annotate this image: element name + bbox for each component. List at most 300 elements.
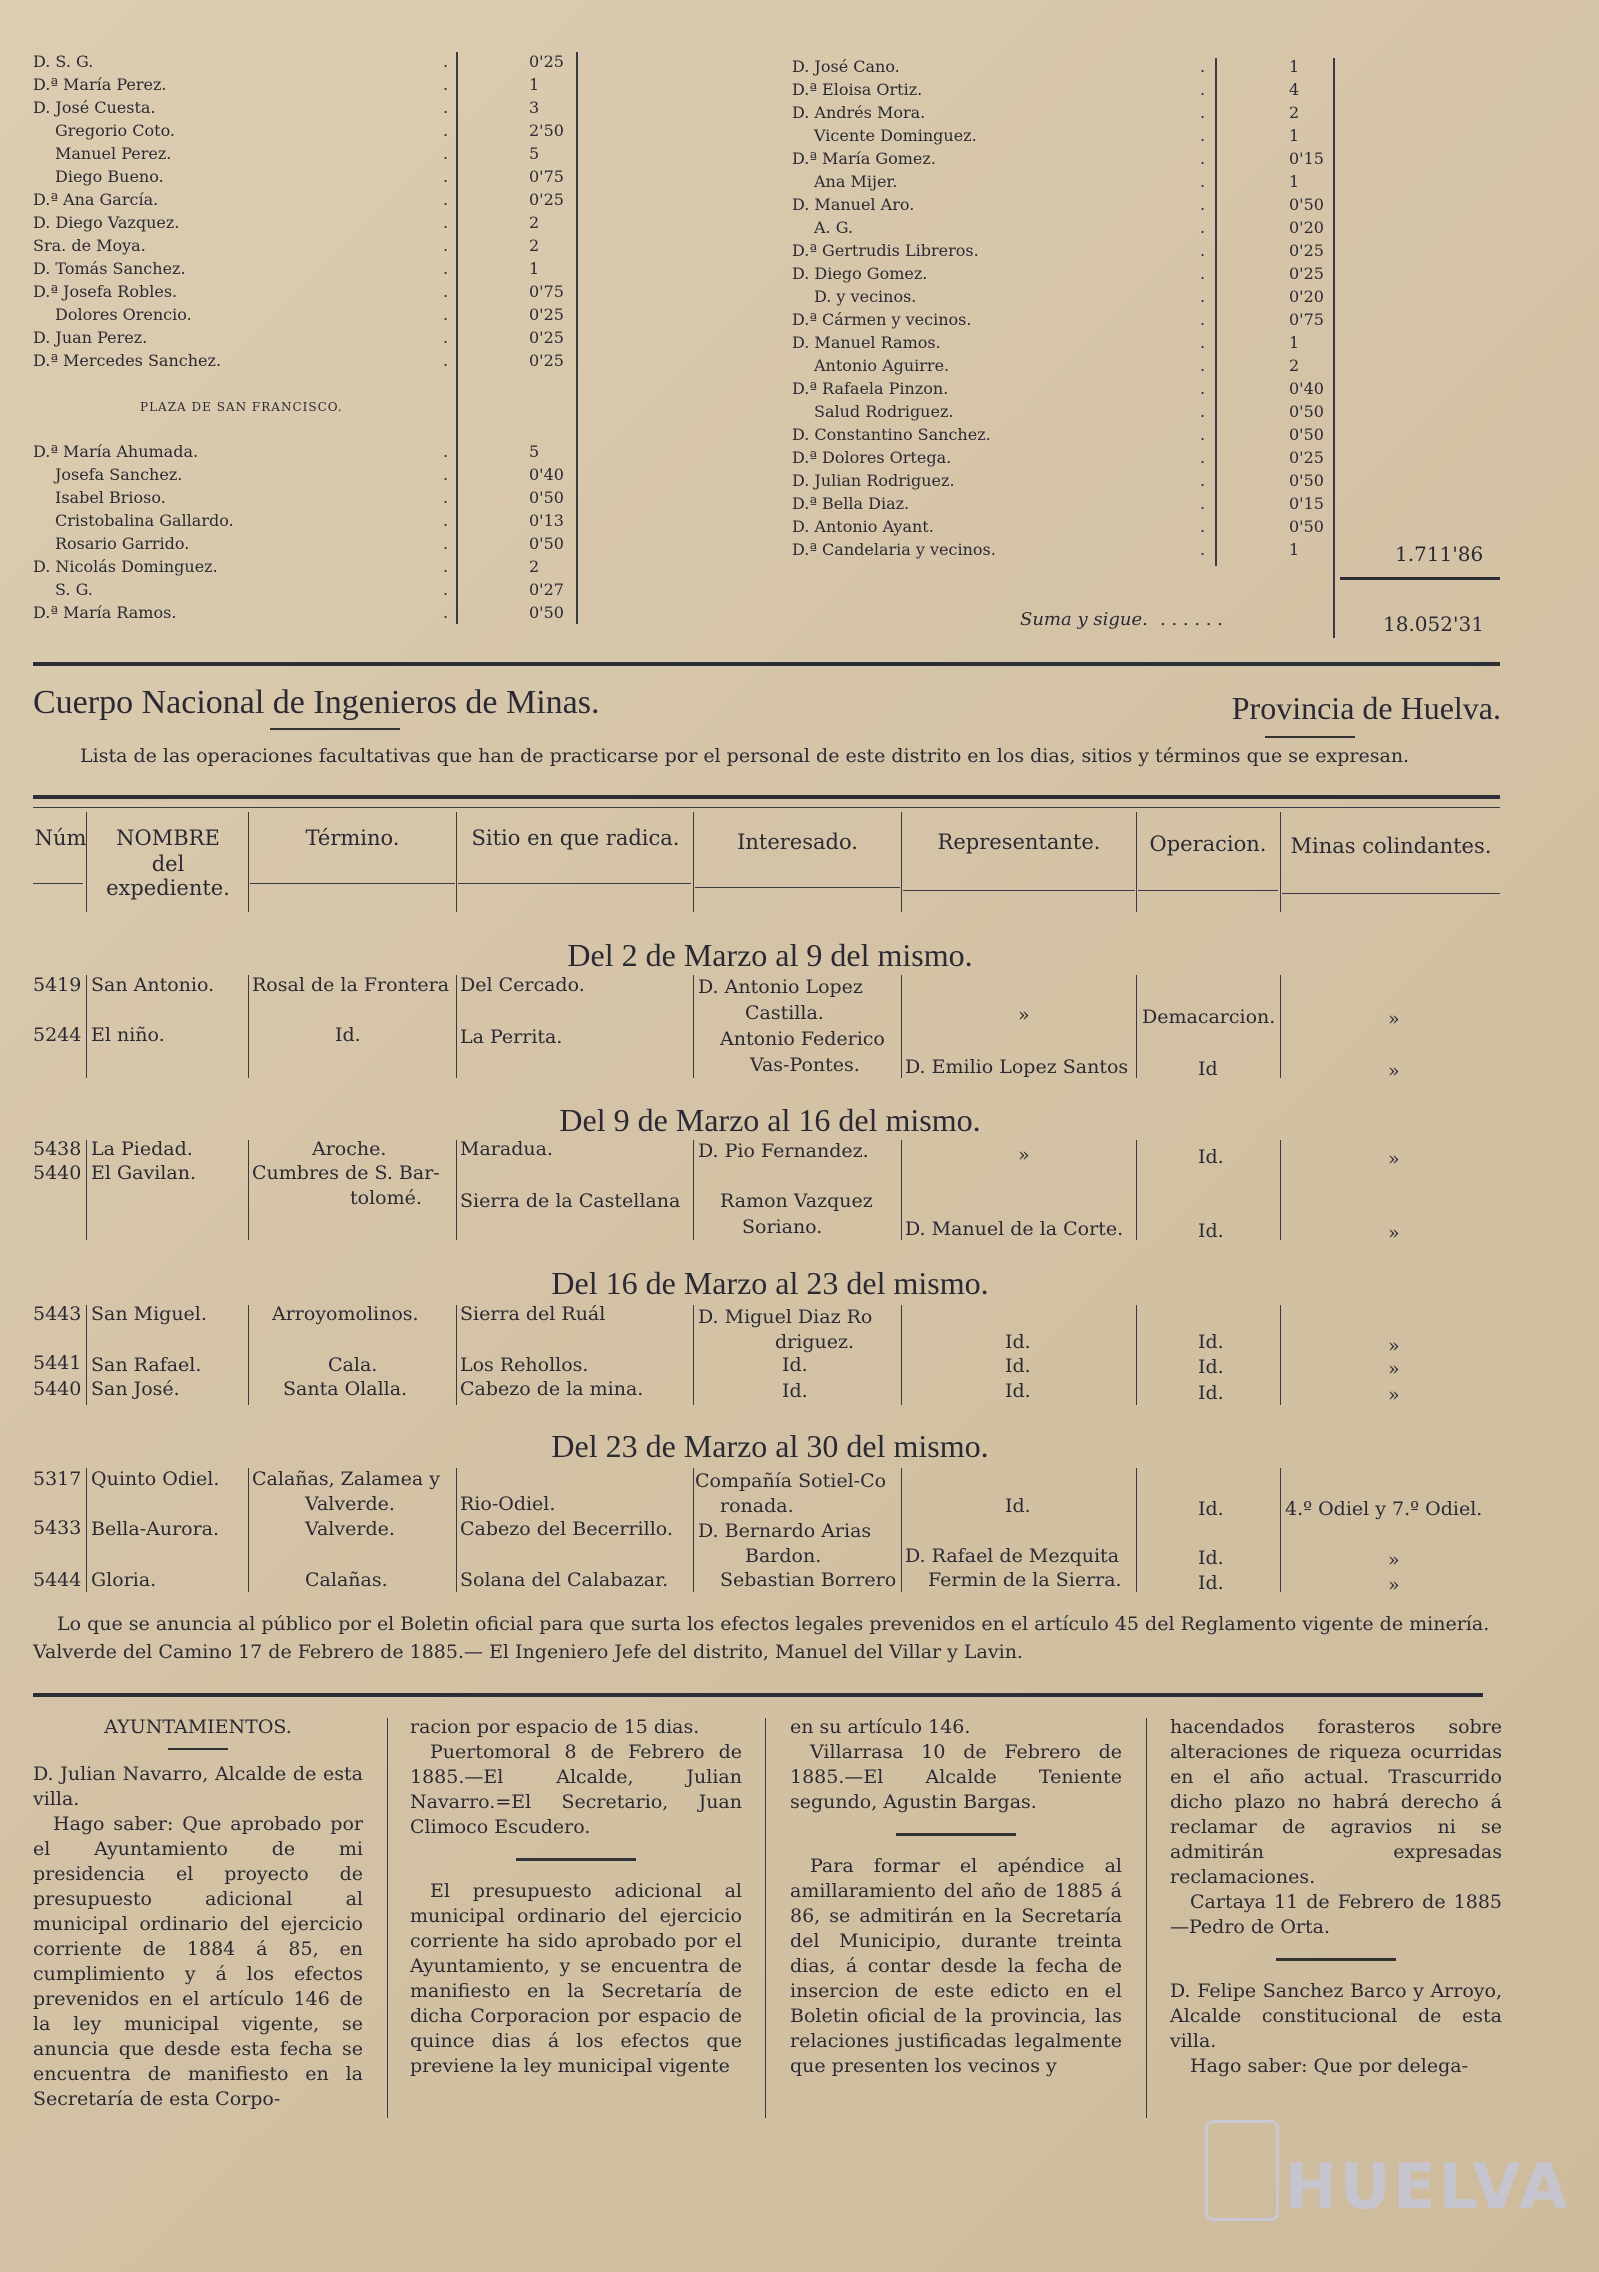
donor-name: D.ª María Ramos. (33, 603, 177, 622)
donor-name: Josefa Sanchez. (55, 465, 183, 484)
leader-dot: . (443, 465, 449, 484)
notice-text: Cartaya 11 de Febrero de 1885 —Pedro de Orta. (1170, 1891, 1502, 1938)
table-rule (1136, 1468, 1137, 1592)
row-interesado: Ramon Vazquez (720, 1190, 873, 1212)
leader-dot: . (1200, 195, 1206, 214)
row-representante: Id. (1005, 1380, 1031, 1402)
row-minas: » (1388, 1222, 1400, 1244)
row-operacion: Id. (1198, 1220, 1224, 1242)
donor-name: Manuel Perez. (55, 144, 172, 163)
donation-amount: 0'20 (1289, 218, 1324, 237)
row-sitio: Del Cercado. (460, 974, 585, 996)
donation-amount: 0'25 (529, 190, 564, 209)
leader-dot: . (443, 259, 449, 278)
column-rule (456, 52, 458, 624)
leader-dot: . (443, 442, 449, 461)
subtotal: 1.711'86 (1395, 542, 1484, 566)
table-rule (901, 812, 902, 912)
leader-dot: . (443, 236, 449, 255)
donation-list-left (33, 50, 593, 372)
donor-name: D. Manuel Aro. (792, 195, 915, 214)
leader-dot: . (1200, 103, 1206, 122)
header-underline (458, 883, 691, 884)
table-rule (248, 975, 249, 1078)
row-operacion: Id. (1198, 1572, 1224, 1594)
suma-total: 18.052'31 (1383, 612, 1484, 636)
notice-text: Para formar el apéndice al amillaramiento del año de 1885 á 86, se admitirán en la Secretaría del Municipio, durante treinta dias, á contar desde la fecha de insercion de este edicto en el Boletin oficial de la provincia, las relaciones justificadas legalmente que presenten los vecinos y (790, 1855, 1122, 2077)
list-row (33, 73, 593, 96)
donor-name: D. José Cuesta. (33, 98, 156, 117)
list-row (33, 142, 593, 165)
title-ornament (1265, 736, 1355, 738)
notice-text: Hago saber: Que por delega- (1190, 2055, 1469, 2077)
row-num: 5441 (33, 1352, 82, 1374)
table-rule (1136, 1140, 1137, 1240)
header-nombre-2: del expediente. (106, 852, 230, 900)
row-representante: D. Rafael de Mezquita (905, 1545, 1120, 1567)
period-heading: Del 9 de Marzo al 16 del mismo. (559, 1102, 981, 1138)
row-operacion: Id (1198, 1058, 1218, 1080)
donation-amount: 0'25 (529, 351, 564, 370)
table-rule (1280, 1140, 1281, 1240)
leader-dot: . (443, 534, 449, 553)
leader-dot: . (443, 75, 449, 94)
donation-amount: 2 (529, 236, 540, 255)
row-num: 5244 (33, 1024, 82, 1046)
donor-name: D. y vecinos. (814, 287, 917, 306)
leader-dot: . (1200, 218, 1206, 237)
donor-name: D.ª Mercedes Sanchez. (33, 351, 222, 370)
header-representante: Representante. (937, 830, 1101, 854)
list-row (792, 170, 1512, 193)
section-rule (33, 1693, 1483, 1697)
list-row (792, 492, 1512, 515)
donor-name: D.ª Josefa Robles. (33, 282, 178, 301)
leader-dot: . (443, 488, 449, 507)
row-sitio: Rio-Odiel. (460, 1493, 556, 1515)
row-termino: Rosal de la Frontera (252, 974, 450, 996)
donor-name: D.ª Ana García. (33, 190, 159, 209)
row-representante: D. Emilio Lopez Santos (905, 1056, 1129, 1078)
leader-dot: . (443, 167, 449, 186)
watermark-logo (1205, 2120, 1279, 2221)
separator (168, 1748, 228, 1750)
intro-text: Lista de las operaciones facultativas que han de practicarse por el personal de este distrito en los dias, sitios y términos que se expresan. (80, 745, 1410, 767)
table-rule (1280, 1305, 1281, 1405)
donation-amount: 0'50 (529, 603, 564, 622)
donation-amount: 0'50 (1289, 471, 1324, 490)
table-rule (901, 1468, 902, 1592)
header-operacion: Operacion. (1149, 832, 1267, 856)
notice-text: en su artículo 146. (790, 1716, 971, 1738)
table-rule (1280, 1468, 1281, 1592)
leader-dot: . (1200, 241, 1206, 260)
donation-amount: 1 (1289, 333, 1300, 352)
donation-amount: 0'15 (1289, 149, 1324, 168)
row-operacion: Id. (1198, 1146, 1224, 1168)
donor-name: D. Diego Vazquez. (33, 213, 180, 232)
row-minas: » (1388, 1008, 1400, 1030)
donation-amount: 2 (1289, 103, 1300, 122)
ayuntamientos-heading: AYUNTAMIENTOS. (104, 1716, 292, 1738)
row-interesado: D. Miguel Diaz Ro (698, 1306, 873, 1328)
donor-name: D. Diego Gomez. (792, 264, 928, 283)
leader-dot: . (1200, 494, 1206, 513)
separator (1276, 1958, 1396, 1961)
list-row (792, 308, 1512, 331)
leader-dot: . (443, 305, 449, 324)
row-interesado-2: Vas-Pontes. (750, 1054, 860, 1076)
table-rule (1136, 975, 1137, 1078)
row-representante: » (1018, 1004, 1030, 1026)
row-termino: Santa Olalla. (283, 1378, 408, 1400)
row-minas: » (1388, 1148, 1400, 1170)
row-termino: Calañas, Zalamea y (252, 1468, 440, 1490)
separator (896, 1833, 1016, 1836)
row-representante: » (1018, 1144, 1030, 1166)
donor-name: D.ª María Gomez. (792, 149, 936, 168)
row-nombre: El Gavilan. (91, 1162, 196, 1184)
row-operacion: Id. (1198, 1356, 1224, 1378)
row-minas: » (1388, 1549, 1400, 1571)
table-rule (248, 812, 249, 912)
row-interesado-2: driguez. (775, 1331, 855, 1353)
footer-notice: Lo que se anuncia al público por el Boletin oficial para que surta los efectos legales prevenidos en el artículo 45 del Reglamento vigente de minería. Valverde del Camino 17 de Febrero de 1885.— El Ingeniero Jefe del distrito, Manuel del Villar y Lavin. (33, 1613, 1490, 1663)
donor-name: D.ª Eloisa Ortiz. (792, 80, 923, 99)
list-row (33, 303, 593, 326)
row-minas: » (1388, 1358, 1400, 1380)
notice-text: racion por espacio de 15 dias. (410, 1716, 700, 1738)
row-interesado-2: Soriano. (742, 1216, 823, 1238)
list-row (792, 239, 1512, 262)
donation-amount: 0'25 (1289, 241, 1324, 260)
leader-dot: . (443, 580, 449, 599)
header-underline (250, 883, 455, 884)
table-rule (248, 1305, 249, 1405)
list-row (792, 285, 1512, 308)
list-row (792, 377, 1512, 400)
donor-name: Isabel Brioso. (55, 488, 166, 507)
table-rule (1280, 975, 1281, 1078)
header-minas: Minas colindantes. (1290, 834, 1492, 858)
list-row (33, 326, 593, 349)
leader-dot: . (1200, 172, 1206, 191)
list-row (33, 119, 593, 142)
header-underline (1282, 893, 1500, 894)
row-termino-2: Valverde. (305, 1493, 395, 1515)
row-interesado: Id. (782, 1354, 808, 1376)
row-operacion: Id. (1198, 1547, 1224, 1569)
list-row (33, 234, 593, 257)
header-interesado: Interesado. (737, 830, 858, 854)
row-operacion: Id. (1198, 1331, 1224, 1353)
donor-name: D. Julian Rodriguez. (792, 471, 955, 490)
table-rule (86, 1140, 87, 1240)
donation-amount: 0'50 (1289, 402, 1324, 421)
row-sitio: Cabezo de la mina. (460, 1378, 644, 1400)
row-representante: D. Manuel de la Corte. (905, 1218, 1124, 1240)
list-row (33, 578, 593, 601)
list-row (33, 440, 593, 463)
donation-amount: 1 (529, 259, 540, 278)
donation-amount: 1 (529, 75, 540, 94)
leader-dot: . (443, 213, 449, 232)
header-underline (903, 890, 1135, 891)
leader-dot: . (1200, 540, 1206, 559)
row-termino: Cala. (328, 1354, 378, 1376)
leader-dot: . (1200, 80, 1206, 99)
leader-dot: . (1200, 471, 1206, 490)
table-rule (901, 1140, 902, 1240)
list-row (33, 165, 593, 188)
subtotal-rule (1340, 577, 1500, 580)
suma-label: Suma y sigue. (1020, 609, 1148, 630)
leader-dot: . (1200, 310, 1206, 329)
row-interesado: Sebastian Borrero (720, 1569, 897, 1591)
donor-name: D. Juan Perez. (33, 328, 148, 347)
row-representante: Id. (1005, 1495, 1031, 1517)
leader-dot: . (443, 98, 449, 117)
table-rule (86, 1305, 87, 1405)
donor-name: D.ª Gertrudis Libreros. (792, 241, 979, 260)
leader-dot: . (1200, 379, 1206, 398)
row-num: 5419 (33, 974, 82, 996)
donor-name: D.ª Candelaria y vecinos. (792, 540, 996, 559)
donor-name: Antonio Aguirre. (814, 356, 950, 375)
table-rule (1280, 812, 1281, 912)
table-rule (456, 1140, 457, 1240)
donor-name: D. Constantino Sanchez. (792, 425, 991, 444)
table-rule (456, 975, 457, 1078)
row-sitio: Solana del Calabazar. (460, 1569, 669, 1591)
list-row (33, 349, 593, 372)
donor-name: D. José Cano. (792, 57, 900, 76)
donor-name: D.ª Bella Diaz. (792, 494, 910, 513)
donor-name: Diego Bueno. (55, 167, 164, 186)
donation-amount: 0'25 (529, 328, 564, 347)
row-nombre: San Rafael. (91, 1354, 202, 1376)
notice-text: Hago saber: Que aprobado por el Ayuntamiento de mi presidencia el proyecto de presupuesto adicional al municipal ordinario del ejercicio corriente de 1884 á 85, en cumplimiento y á los efectos prevenidos en el artículo 146 de la ley municipal vigente, se anuncia que desde esta fecha se encuentra de manifiesto en la Secretaría de esta Corpo- (33, 1813, 363, 2110)
donation-amount: 0'50 (1289, 425, 1324, 444)
leader-dot: . (443, 511, 449, 530)
row-minas: » (1388, 1335, 1400, 1357)
leader-dot: . (443, 121, 449, 140)
list-row (33, 555, 593, 578)
row-num: 5440 (33, 1162, 82, 1184)
header-nombre: NOMBRE (116, 826, 220, 850)
donation-amount: 0'25 (1289, 264, 1324, 283)
plaza-heading: PLAZA DE SAN FRANCISCO. (140, 400, 343, 414)
leader-dot: . (443, 282, 449, 301)
donation-list-left-2 (33, 440, 593, 624)
period-heading: Del 16 de Marzo al 23 del mismo. (551, 1265, 989, 1301)
row-nombre: San José. (91, 1378, 180, 1400)
leader-dot: . (1200, 402, 1206, 421)
donation-amount: 2 (1289, 356, 1300, 375)
row-nombre: La Piedad. (91, 1138, 193, 1160)
donor-name: Cristobalina Gallardo. (55, 511, 234, 530)
title-ornament (270, 728, 400, 730)
header-underline (695, 887, 900, 888)
header-underline (33, 883, 83, 884)
leader-dot: . (1200, 356, 1206, 375)
row-operacion: Id. (1198, 1382, 1224, 1404)
column-2 (410, 1715, 742, 2079)
table-rule (693, 1468, 694, 1592)
row-interesado: Compañía Sotiel-Co (695, 1470, 887, 1492)
row-interesado: Antonio Federico (720, 1028, 885, 1050)
leader-dot: . (1200, 57, 1206, 76)
donor-name: A. G. (814, 218, 854, 237)
row-interesado: Id. (782, 1380, 808, 1402)
row-operacion: Id. (1198, 1498, 1224, 1520)
row-interesado-2: Bardon. (745, 1545, 822, 1567)
table-rule (693, 1140, 694, 1240)
row-nombre: San Miguel. (91, 1303, 207, 1325)
donor-name: Sra. de Moya. (33, 236, 146, 255)
table-top-rule-thin (33, 807, 1500, 808)
table-rule (86, 1468, 87, 1592)
row-minas: 4.º Odiel y 7.º Odiel. (1285, 1498, 1483, 1520)
donation-amount: 0'75 (529, 167, 564, 186)
list-row (33, 211, 593, 234)
leader-dot: . (443, 351, 449, 370)
list-row (792, 354, 1512, 377)
donor-name: Rosario Garrido. (55, 534, 190, 553)
column-rule (765, 1718, 766, 2118)
table-rule (86, 975, 87, 1078)
donation-amount: 5 (529, 144, 540, 163)
list-row (33, 280, 593, 303)
list-row (792, 147, 1512, 170)
list-row (33, 463, 593, 486)
leader-dot: . (443, 603, 449, 622)
column-4 (1170, 1715, 1502, 2079)
notice-text: D. Julian Navarro, Alcalde de esta villa. (33, 1763, 363, 1810)
donation-amount: 4 (1289, 80, 1300, 99)
row-sitio: Sierra del Ruál (460, 1303, 606, 1325)
province-title: Provincia de Huelva. (1231, 690, 1501, 726)
donation-amount: 3 (529, 98, 540, 117)
row-num: 5438 (33, 1138, 82, 1160)
donor-name: D.ª María Perez. (33, 75, 167, 94)
leader-dot: . (1200, 333, 1206, 352)
row-interesado-2: Castilla. (745, 1002, 824, 1024)
donor-name: Dolores Orencio. (55, 305, 192, 324)
header-sitio: Sitio en que radica. (471, 826, 680, 850)
column-rule (1215, 58, 1217, 566)
table-top-rule (33, 795, 1500, 799)
table-rule (901, 1305, 902, 1405)
leader-dot: . (443, 557, 449, 576)
donor-name: D.ª Cármen y vecinos. (792, 310, 972, 329)
suma-dots: . . . . . . (1160, 609, 1223, 630)
row-operacion: Demacarcion. (1142, 1006, 1276, 1028)
table-rule (456, 812, 457, 912)
table-rule (248, 1140, 249, 1240)
donor-name: D. Tomás Sanchez. (33, 259, 186, 278)
row-nombre: Bella-Aurora. (91, 1518, 220, 1540)
row-representante: Id. (1005, 1355, 1031, 1377)
list-row (792, 400, 1512, 423)
donation-amount: 0'50 (529, 488, 564, 507)
table-rule (693, 975, 694, 1078)
notice-text: El presupuesto adicional al municipal ordinario del ejercicio corriente ha sido aprobado por el Ayuntamiento, y se encuentra de manifiesto en la Secretaría de dicha Corporacion por espacio de quince dias á los efectos que previene la ley municipal vigente (410, 1880, 742, 2077)
notice-text: Villarrasa 10 de Febrero de 1885.—El Alcalde Teniente segundo, Agustin Bargas. (790, 1741, 1122, 1813)
list-row (33, 486, 593, 509)
donation-amount: 0'75 (1289, 310, 1324, 329)
donation-amount: 0'13 (529, 511, 564, 530)
row-interesado: D. Pio Fernandez. (698, 1140, 869, 1162)
donor-name: D.ª Rafaela Pinzon. (792, 379, 949, 398)
row-nombre: Quinto Odiel. (91, 1468, 220, 1490)
row-termino-2: tolomé. (350, 1187, 422, 1209)
donation-amount: 2 (529, 557, 540, 576)
column-rule (1333, 58, 1335, 638)
leader-dot: . (443, 144, 449, 163)
donor-name: D. Andrés Mora. (792, 103, 926, 122)
period-heading: Del 2 de Marzo al 9 del mismo. (567, 937, 973, 973)
table-rule (1136, 812, 1137, 912)
donation-amount: 2 (529, 213, 540, 232)
list-row (33, 601, 593, 624)
row-interesado: D. Antonio Lopez (698, 976, 863, 998)
leader-dot: . (1200, 126, 1206, 145)
leader-dot: . (1200, 517, 1206, 536)
section-rule (33, 662, 1500, 666)
table-rule (901, 975, 902, 1078)
list-row (792, 262, 1512, 285)
row-num: 5440 (33, 1378, 82, 1400)
donation-amount: 2'50 (529, 121, 564, 140)
period-heading: Del 23 de Marzo al 30 del mismo. (551, 1428, 989, 1464)
donor-name: Ana Mijer. (814, 172, 898, 191)
donor-name: Salud Rodriguez. (814, 402, 954, 421)
donation-amount: 0'40 (1289, 379, 1324, 398)
separator (516, 1858, 636, 1861)
list-row (33, 50, 593, 73)
donation-amount: 0'25 (529, 52, 564, 71)
row-nombre: El niño. (91, 1024, 165, 1046)
row-sitio: Cabezo del Becerrillo. (460, 1518, 673, 1540)
row-termino: Cumbres de S. Bar- (252, 1162, 440, 1184)
leader-dot: . (1200, 287, 1206, 306)
list-row (792, 446, 1512, 469)
donor-name: Vicente Dominguez. (814, 126, 977, 145)
row-sitio: La Perrita. (460, 1026, 563, 1048)
leader-dot: . (1200, 149, 1206, 168)
header-num: Núm (34, 826, 87, 850)
table-rule (248, 1468, 249, 1592)
row-termino: Valverde. (305, 1518, 395, 1540)
donor-name: D. Nicolás Dominguez. (33, 557, 218, 576)
watermark-text: HUELVA (1285, 2150, 1571, 2223)
table-rule (456, 1305, 457, 1405)
donation-amount: 0'27 (529, 580, 564, 599)
leader-dot: . (443, 52, 449, 71)
row-sitio: Sierra de la Castellana (460, 1190, 681, 1212)
list-row (33, 257, 593, 280)
leader-dot: . (1200, 448, 1206, 467)
donor-name: D.ª Dolores Ortega. (792, 448, 952, 467)
table-rule (86, 812, 87, 912)
row-minas: » (1388, 1384, 1400, 1406)
list-row (792, 469, 1512, 492)
list-row (792, 331, 1512, 354)
section-title: Cuerpo Nacional de Ingenieros de Minas. (33, 684, 600, 721)
leader-dot: . (1200, 425, 1206, 444)
row-minas: » (1388, 1060, 1400, 1082)
